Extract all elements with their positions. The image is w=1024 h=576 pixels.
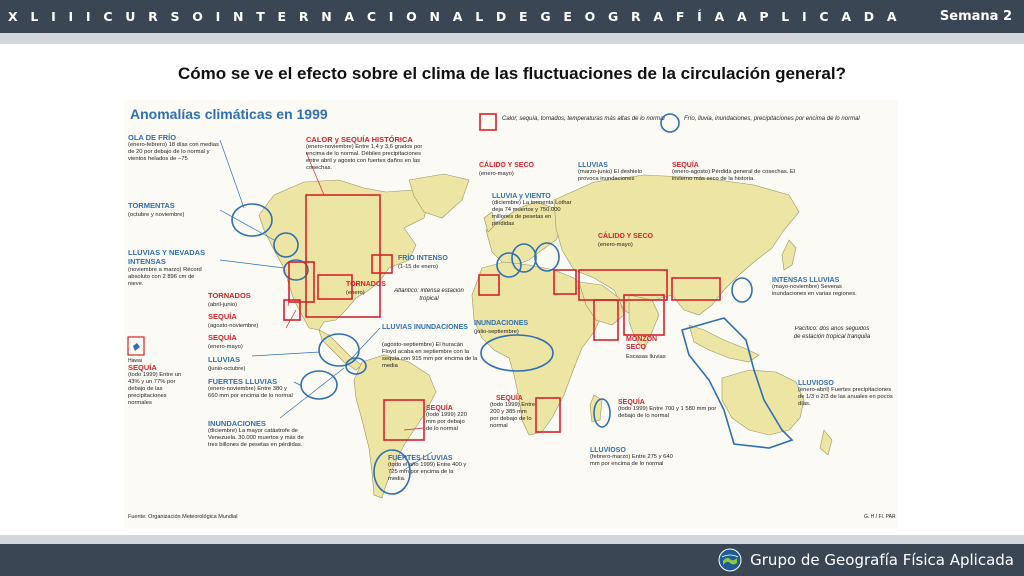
text-fuertes-lluvias1: (enero-noviembre) Entre 380 y 660 mm por encima de lo normal xyxy=(208,386,293,399)
pacific-note: Pacífico: dos años seguidos de estación tropical tranquila xyxy=(793,326,871,340)
text-tornados2: (enero) xyxy=(346,290,365,296)
label-fuertes-lluvias2: FUERTES LLUVIAS xyxy=(388,455,453,462)
text-sequia-brasil: (todo 1999) 220 mm por debajo de lo normal xyxy=(426,412,467,432)
label-calido-seco1: CÁLIDO Y SECO xyxy=(479,162,534,169)
text-monzon-box xyxy=(626,354,666,372)
globe-logo-icon xyxy=(718,548,742,572)
text-fuertes-lluvias2-box xyxy=(388,462,472,492)
label-fuertes-lluvias1: FUERTES LLUVIAS xyxy=(208,377,278,386)
atlantic-note-box xyxy=(394,288,464,318)
text-sequia-hawai: (todo 1999) Entre un 43% y un 77% por debajo de las precipitaciones normales xyxy=(128,372,182,406)
label-lluvias-central: LLUVIAS xyxy=(208,355,241,364)
text-lluvia-viento: (diciembre) La tormenta Lothar deja 74 muertos y 750.000 millones de pesetas en pérdidas xyxy=(492,200,572,227)
label-lluvioso2: LLUVIOSO xyxy=(798,380,834,387)
text-lluvia-viento-box xyxy=(492,200,572,234)
text-lluvioso1: (febrero-marzo) Entre 275 y 640 mm por encima de lo normal xyxy=(590,454,673,467)
hawaii-label: Hawai xyxy=(128,358,142,364)
label-lluvia-viento: LLUVIA y VIENTO xyxy=(492,193,551,200)
label-tormentas: TORMENTAS xyxy=(128,201,175,210)
text-lluvias-central: (junio-octubre) xyxy=(208,366,246,372)
text-sequia-madag: (todo 1999) Entre 700 y 1 580 mm por debajo de lo normal xyxy=(618,406,717,419)
text-inundaciones-africa: (julio-septiembre) xyxy=(474,329,519,335)
text-sequia-asia-box xyxy=(672,169,796,195)
label-inundaciones-ven: INUNDACIONES xyxy=(208,419,266,428)
label-monzon-box xyxy=(626,336,666,354)
text-intensas-lluvias-box xyxy=(772,284,864,310)
text-sequia-brasil-box xyxy=(426,412,472,446)
text-lluvioso2-box xyxy=(798,387,894,421)
text-fuertes-lluvias1-box xyxy=(208,386,298,416)
text-sequia-safrica-box xyxy=(490,402,536,446)
text-sequia2: (agosto-noviembre) xyxy=(208,323,259,329)
text-monzon: Escasas lluvias xyxy=(626,354,666,360)
text-calor: (enero-noviembre) Entre 1,4 y 3,6 grados por encima de lo normal. Débiles precipitaciones entre abril y agosto con fuertes daños en las cosechas. xyxy=(306,144,423,171)
legend-blue-text: Frío, lluvia, inundaciones, precipitaciones por encima de lo normal xyxy=(684,116,860,122)
text-tornados1: (abril-junio) xyxy=(208,302,237,308)
label-lluvias-europa: LLUVIAS xyxy=(578,162,608,169)
label-lluvias-inund: LLUVIAS INUNDACIONES xyxy=(382,324,468,331)
map-title: Anomalías climáticas en 1999 xyxy=(130,106,328,122)
text-lluvias-nevadas: (noviembre a marzo) Récord absoluto con 2 896 cm de nieve. xyxy=(128,267,202,287)
top-header-bar xyxy=(0,0,1024,33)
week-label: Semana 2 xyxy=(939,9,1012,24)
slide-title: Cómo se ve el efecto sobre el clima de las fluctuaciones de la circulación general? xyxy=(178,64,846,83)
text-ola-frio-box xyxy=(128,142,224,182)
world-map-figure xyxy=(124,100,898,528)
label-intensas-lluvias: INTENSAS LLUVIAS xyxy=(772,277,840,284)
label-ola-frio: OLA DE FRÍO xyxy=(128,133,177,142)
label-sequia3: SEQUÍA xyxy=(208,333,237,342)
text-inundaciones-ven: (diciembre) La mayor catástrofe de Venezuela. 30.000 muertos y más de tres billones de pesetas en pérdidas. xyxy=(208,428,304,448)
text-sequia3: (enero-mayo) xyxy=(208,344,243,350)
text-sequia-madag-box xyxy=(618,406,722,436)
label-sequia2: SEQUÍA xyxy=(208,312,237,321)
text-sequia-hawai-box xyxy=(128,372,186,422)
text-lluvias-nevadas-box xyxy=(128,267,204,297)
text-lluvias-europa-box xyxy=(578,169,658,195)
text-calido-seco1: (enero-mayo) xyxy=(479,171,514,177)
text-calor-box xyxy=(306,144,426,196)
text-ola-frio: (enero-febrero) 18 días con medias de 20 por debajo de lo normal y vientos helados de −75 xyxy=(128,142,219,162)
text-lluvioso1-box xyxy=(590,454,674,484)
label-sequia-madag: SEQUÍA xyxy=(618,399,645,406)
bottom-footer-bar xyxy=(0,544,1024,576)
label-frio-intenso: FRÍO INTENSO xyxy=(398,255,448,262)
text-lluvioso2: (enero-abril) Fuertes precipitaciones de 1/3 o 2/3 de las anuales en pocos días. xyxy=(798,387,893,407)
map-credit: G. H / FI. PAR xyxy=(864,514,896,520)
label-inundaciones-africa: INUNDACIONES xyxy=(474,320,529,327)
course-title: X L I I I C U R S O I N T E R N A C I O N A L D E G E O G R A F Í A A P L I C A D A xyxy=(8,9,901,24)
label-tornados2: TORNADOS xyxy=(346,281,386,288)
label-monzon: MONZÓN SECO xyxy=(626,336,658,351)
label-lluvias-nevadas: LLUVIAS Y NEVADAS INTENSAS xyxy=(128,249,206,266)
label-lluvias-inund-box xyxy=(382,324,478,342)
text-tormentas: (octubre y noviembre) xyxy=(128,212,185,218)
text-lluvias-inund-box xyxy=(382,342,478,388)
label-tornados1: TORNADOS xyxy=(208,291,251,300)
text-lluvias-inund: (agosto-septiembre) El huracán Floyd acaba en septiembre con la sequía con 915 mm por encima de la media xyxy=(382,342,478,369)
label-sequia-brasil: SEQUÍA xyxy=(426,405,453,412)
atlantic-note: Atlántico: intensa estación tropical xyxy=(394,288,464,302)
label-sequia-asia: SEQUÍA xyxy=(672,162,699,169)
bottom-divider xyxy=(0,535,1024,544)
footer-group-name: Grupo de Geografía Física Aplicada xyxy=(750,551,1014,569)
climate-anomalies-map xyxy=(124,100,898,528)
label-lluvioso1: LLUVIOSO xyxy=(590,447,626,454)
text-intensas-lluvias: (mayo-noviembre) Severas inundaciones en varias regiones. xyxy=(772,284,857,297)
map-source: Fuente: Organización Meteorológica Mundial xyxy=(128,514,238,520)
legend-red-text: Calor, sequía, tornados, temperaturas más altas de lo normal xyxy=(502,116,665,122)
text-lluvias-europa: (marzo-junio) El deshielo provoca inundaciones xyxy=(578,169,643,182)
text-frio-intenso: (1-15 de enero) xyxy=(398,264,438,270)
pacific-note-box xyxy=(792,326,872,358)
label-calor: CALOR y SEQUÍA HISTÓRICA xyxy=(306,135,413,144)
text-sequia-asia: (enero-agosto) Pérdida general de cosechas. El invierno más seco de la historia. xyxy=(672,169,796,182)
text-inundaciones-ven-box xyxy=(208,428,308,478)
top-divider xyxy=(0,33,1024,44)
text-calido-seco2: (enero-mayo) xyxy=(598,242,633,248)
label-sequia-hawai: SEQUÍA xyxy=(128,363,157,372)
label-lluvias-nevadas-box xyxy=(128,249,228,269)
label-calido-seco2: CÁLIDO Y SECO xyxy=(598,233,653,240)
text-fuertes-lluvias2: (todo el año 1999) Entre 400 y 725 mm por encima de la media. xyxy=(388,462,467,482)
label-sequia-safrica: SEQUÍA xyxy=(496,395,523,402)
text-sequia-safrica: (todo 1999) Entre 200 y 385 mm por debajo de lo normal xyxy=(490,402,536,429)
